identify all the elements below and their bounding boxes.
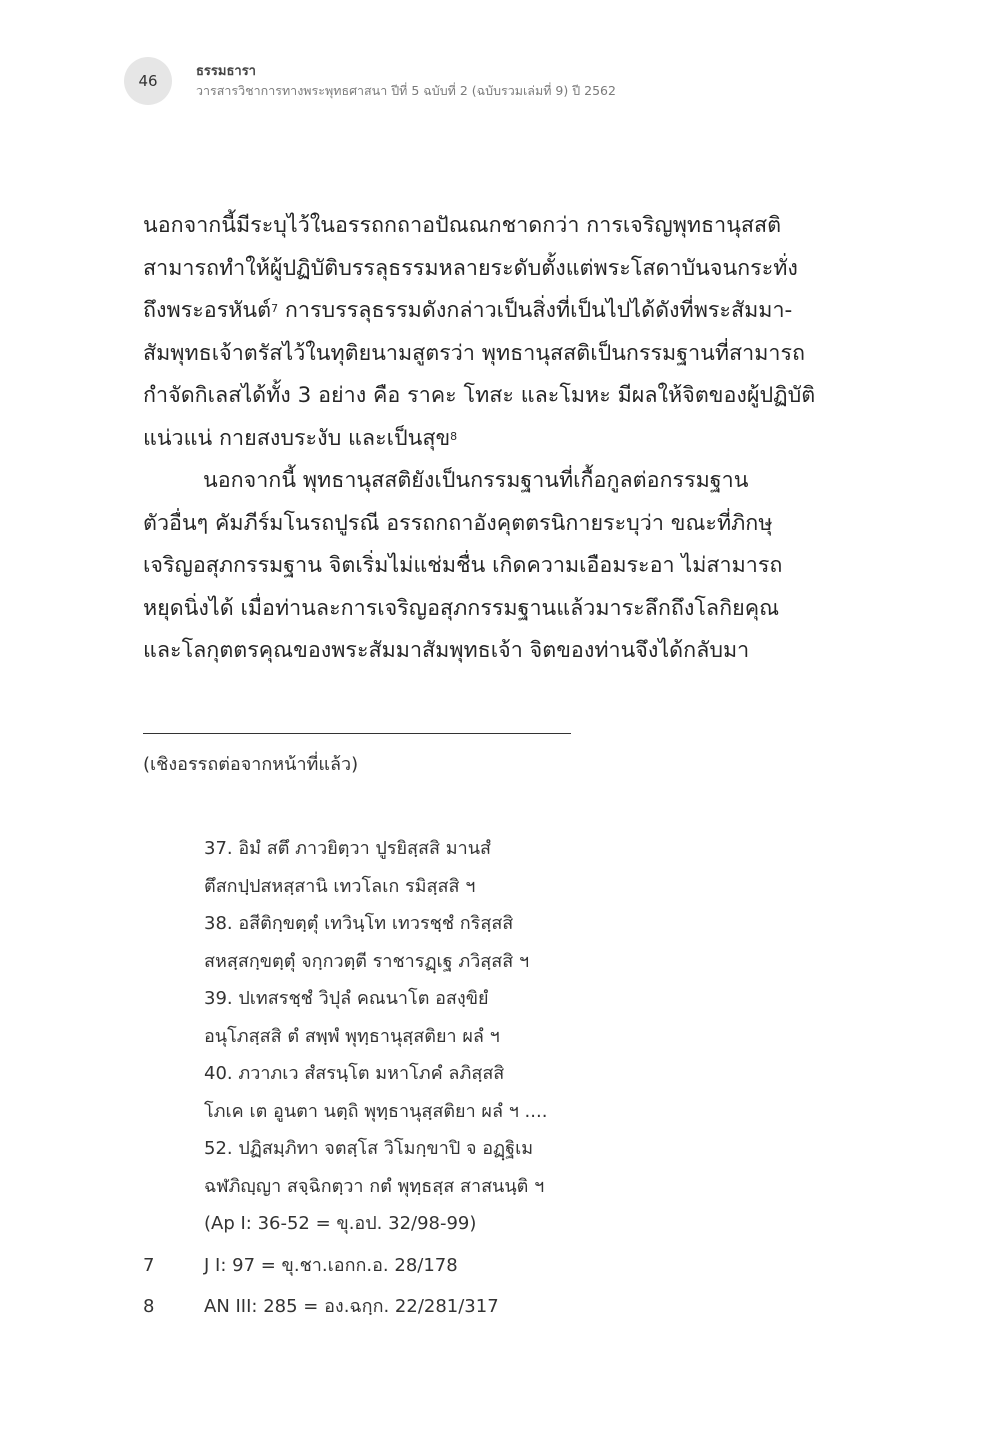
page-number-badge — [124, 57, 172, 105]
verse-citation: (Ap I: 36-52 = ขุ.อป. 32/98-99) — [204, 1213, 477, 1234]
footnote-number: 8 — [143, 1295, 155, 1317]
verse-line: อนุโภสฺสสิ ตํ สพฺพํ พุทฺธานุสฺสติยา ผลํ ฯ — [204, 1025, 500, 1047]
verse-line: ตึสกปฺปสหสฺสานิ เทวโลเก รมิสฺสสิ ฯ — [204, 875, 476, 897]
text-line: ตัวอื่นๆ คัมภีร์มโนรถปูรณี อรรถกถาอังคุตตรนิกายระบุว่า ขณะที่ภิกษุ — [143, 510, 773, 536]
footnote-7 — [143, 1247, 863, 1284]
text-line: นอกจากนี้มีระบุไว้ในอรรถกถาอปัณณกชาดกว่า การเจริญพุทธานุสสติ — [143, 213, 782, 238]
footnote-ref-8[interactable]: 8 — [450, 429, 458, 443]
text-line — [143, 418, 843, 461]
footnotes — [143, 745, 863, 1325]
verse-line: 40. ภวาภเว สํสรนฺโต มหาโภคํ ลภิสฺสสิ — [204, 1063, 505, 1084]
verse-line: 52. ปฏิสมฺภิทา จตสฺโส วิโมกฺขาปิ จ อฏฺฐิเม — [204, 1138, 534, 1159]
text-fragment: ถึงพระอรหันต์ — [143, 298, 272, 323]
text-line: หยุดนิ่งได้ เมื่อท่านละการเจริญอสุภกรรมฐานแล้วมาระลึกถึงโลกิยคุณ — [143, 595, 780, 621]
footnote-text: J I: 97 = ขุ.ชา.เอกก.อ. 28/178 — [204, 1254, 458, 1276]
footnote-text: AN III: 285 = อง.ฉกฺก. 22/281/317 — [204, 1295, 499, 1317]
verse-line: 38. อสีติกฺขตฺตุํ เทวินฺโท เทวรชฺชํ กริสฺสสิ — [204, 913, 514, 934]
text-line: กำจัดกิเลสได้ทั้ง 3 อย่าง คือ ราคะ โทสะ และโมหะ มีผลให้จิตของผู้ปฏิบัติ — [143, 383, 816, 408]
text-line: และโลกุตตรคุณของพระสัมมาสัมพุทธเจ้า จิตของท่านจึงได้กลับมา — [143, 638, 750, 663]
page-number: 46 — [138, 72, 158, 90]
footnote-ref-7[interactable]: 7 — [271, 302, 279, 315]
verse-line: ฉฬภิญฺญา สจฺฉิกตฺวา กตํ พุทฺธสฺส สาสนนฺติ ฯ — [204, 1175, 545, 1197]
journal-name: ธรรมธารา — [196, 64, 256, 79]
text-line: นอกจากนี้ พุทธานุสสติยังเป็นกรรมฐานที่เกื้อกูลต่อกรรมฐาน — [203, 468, 749, 493]
text-line: สัมพุทธเจ้าตรัสไว้ในทุติยนามสูตรว่า พุทธานุสสติเป็นกรรมฐานที่สามารถ — [143, 340, 806, 366]
verse-line: โภเค เต อูนตา นตฺถิ พุทฺธานุสฺสติยา ผลํ ฯ .... — [204, 1100, 548, 1122]
journal-subtitle: วารสารวิชาการทางพระพุทธศาสนา ปีที่ 5 ฉบับที่ 2 (ฉบับรวมเล่มที่ 9) ปี 2562 — [196, 83, 616, 98]
pali-verse-block — [143, 830, 863, 1243]
verse-line: สหสฺสกฺขตฺตุํ จกฺกวตฺตี ราชารฏฺเฐ ภวิสฺสสิ ฯ — [204, 950, 530, 972]
footnote-divider — [143, 733, 571, 734]
text-line — [143, 290, 843, 333]
footnote-continued-label: (เชิงอรรถต่อจากหน้าที่แล้ว) — [143, 754, 359, 775]
footnote-number: 7 — [143, 1254, 155, 1276]
paragraph-1 — [143, 205, 843, 460]
text-line: สามารถทำให้ผู้ปฏิบัติบรรลุธรรมหลายระดับตั้งแต่พระโสดาบันจนกระทั่ง — [143, 255, 798, 281]
verse-line: 39. ปเทสรชฺชํ วิปุลํ คณนาโต อสงฺขิยํ — [204, 988, 489, 1009]
verse-line: 37. อิมํ สตึ ภาวยิตฺวา ปูรยิสฺสสิ มานสํ — [204, 838, 491, 859]
paragraph-2 — [143, 460, 843, 673]
running-head — [196, 63, 616, 101]
text-fragment: แน่วแน่ กายสงบระงับ และเป็นสุข — [143, 425, 451, 451]
main-text — [143, 205, 843, 673]
footnote-8 — [143, 1288, 863, 1325]
text-line: เจริญอสุภกรรมฐาน จิตเริ่มไม่แช่มชื่น เกิดความเอือมระอา ไม่สามารถ — [143, 553, 783, 578]
text-fragment: การบรรลุธรรมดังกล่าวเป็นสิ่งที่เป็นไปได้ดังที่พระสัมมา- — [278, 298, 793, 323]
